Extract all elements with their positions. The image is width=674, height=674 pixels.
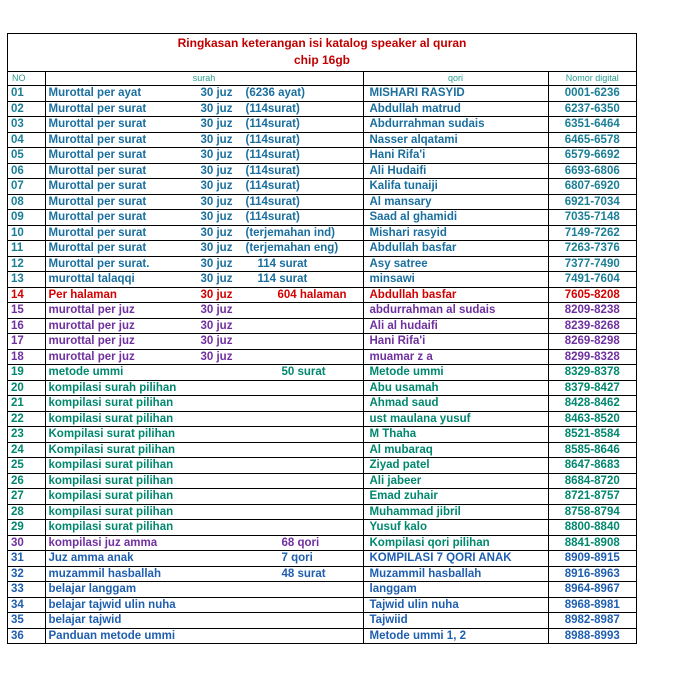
surah-cell: [45, 411, 363, 427]
surah-detail: (114surat): [245, 180, 300, 192]
row-number: 16: [8, 318, 45, 334]
table-row: [8, 349, 636, 365]
surah-cell: [45, 318, 363, 334]
surah-name: Murottal per surat: [48, 133, 147, 146]
nomor-digital: 8758-8794: [548, 504, 636, 520]
qori-name: langgam: [363, 582, 548, 598]
surah-detail: 68 qori: [281, 536, 320, 549]
nomor-digital: 6237-6350: [548, 101, 636, 117]
surah-detail: (114surat): [245, 102, 300, 115]
juz-count: 30 juz: [200, 319, 233, 332]
nomor-digital: 8916-8963: [548, 566, 636, 582]
table-row: [8, 86, 636, 102]
table-row: [8, 117, 636, 133]
qori-name: Metode ummi: [363, 365, 548, 381]
surah-cell: [45, 613, 363, 629]
catalog-title: [8, 34, 636, 71]
nomor-digital: 8841-8908: [548, 535, 636, 551]
surah-cell: [45, 86, 363, 102]
row-number: 01: [8, 86, 45, 102]
row-number: 12: [8, 256, 45, 272]
surah-name: belajar tajwid: [48, 614, 122, 626]
nomor-digital: 7491-7604: [548, 272, 636, 288]
surah-cell: [45, 287, 363, 303]
table-row: [8, 132, 636, 148]
table-row: [8, 411, 636, 427]
surah-name: Murottal per surat: [48, 118, 147, 130]
table-row: [8, 489, 636, 505]
qori-name: Emad zuhair: [363, 489, 548, 505]
surah-cell: [45, 504, 363, 520]
row-number: 17: [8, 334, 45, 350]
juz-count: 30 juz: [200, 304, 233, 316]
header-nomor: Nomor digital: [548, 72, 636, 86]
qori-name: Ali al hudaifi: [363, 318, 548, 334]
surah-cell: [45, 535, 363, 551]
title-line-2: chip 16gb: [293, 53, 350, 67]
table-row: [8, 272, 636, 288]
surah-name: belajar langgam: [48, 583, 137, 595]
nomor-digital: 8982-8987: [548, 613, 636, 629]
surah-cell: [45, 520, 363, 536]
table-row: [8, 551, 636, 567]
surah-name: Panduan metode ummi: [48, 629, 176, 642]
row-number: 19: [8, 365, 45, 381]
table-row: [8, 442, 636, 458]
nomor-digital: 8269-8298: [548, 334, 636, 350]
surah-detail: (114surat): [245, 118, 300, 130]
nomor-digital: 8585-8646: [548, 442, 636, 458]
juz-count: 30 juz: [200, 350, 233, 363]
nomor-digital: 8684-8720: [548, 473, 636, 489]
surah-name: metode ummi: [48, 366, 124, 378]
surah-name: murottal per juz: [48, 335, 135, 347]
surah-name: Murottal per surat: [48, 180, 147, 192]
surah-detail: (114surat): [245, 195, 300, 208]
table-row: [8, 256, 636, 272]
table-row: [8, 504, 636, 520]
qori-name: Kalifa tunaiji: [363, 179, 548, 195]
qori-name: minsawi: [363, 272, 548, 288]
row-number: 24: [8, 442, 45, 458]
qori-name: Ali Hudaifi: [363, 163, 548, 179]
surah-name: kompilasi surat pilihan: [48, 505, 174, 518]
juz-count: 30 juz: [200, 149, 233, 161]
qori-name: Mishari rasyid: [363, 225, 548, 241]
surah-name: murottal per juz: [48, 350, 135, 363]
surah-detail: (terjemahan ind): [245, 226, 335, 239]
surah-name: kompilasi surat pilihan: [48, 474, 174, 487]
surah-name: kompilasi juz amma: [48, 536, 158, 549]
table-row: [8, 101, 636, 117]
juz-count: 30 juz: [200, 335, 233, 347]
table-row: [8, 628, 636, 644]
nomor-digital: 8379-8427: [548, 380, 636, 396]
row-number: 21: [8, 396, 45, 412]
table-row: [8, 179, 636, 195]
surah-cell: [45, 597, 363, 613]
table-row: [8, 318, 636, 334]
juz-count: 30 juz: [200, 118, 233, 130]
row-number: 03: [8, 117, 45, 133]
surah-name: Murottal per surat: [48, 102, 147, 115]
nomor-digital: 0001-6236: [548, 86, 636, 102]
juz-count: 30 juz: [200, 133, 233, 146]
qori-name: Abdurrahman sudais: [363, 117, 548, 133]
nomor-digital: 8463-8520: [548, 411, 636, 427]
surah-cell: [45, 148, 363, 164]
nomor-digital: 8329-8378: [548, 365, 636, 381]
nomor-digital: 6579-6692: [548, 148, 636, 164]
row-number: 29: [8, 520, 45, 536]
header-no: NO: [8, 72, 45, 86]
nomor-digital: 8239-8268: [548, 318, 636, 334]
nomor-digital: 8968-8981: [548, 597, 636, 613]
nomor-digital: 8209-8238: [548, 303, 636, 319]
qori-name: muamar z a: [363, 349, 548, 365]
qori-name: Ali jabeer: [363, 473, 548, 489]
table-row: [8, 597, 636, 613]
row-number: 26: [8, 473, 45, 489]
surah-name: Murottal per surat.: [48, 257, 150, 270]
row-number: 23: [8, 427, 45, 443]
surah-cell: [45, 473, 363, 489]
row-number: 31: [8, 551, 45, 567]
surah-name: kompilasi surah pilihan: [48, 381, 177, 394]
nomor-digital: 7605-8208: [548, 287, 636, 303]
table-row: [8, 241, 636, 257]
surah-name: Murottal per surat: [48, 149, 147, 161]
qori-name: M Thaha: [363, 427, 548, 443]
surah-detail: 604 halaman: [277, 288, 347, 301]
surah-name: Per halaman: [48, 288, 117, 301]
table-row: [8, 520, 636, 536]
row-number: 05: [8, 148, 45, 164]
nomor-digital: 6351-6464: [548, 117, 636, 133]
qori-name: Metode ummi 1, 2: [363, 628, 548, 644]
juz-count: 30 juz: [200, 226, 233, 239]
surah-detail: (114surat): [245, 133, 300, 146]
row-number: 07: [8, 179, 45, 195]
qori-name: Al mansary: [363, 194, 548, 210]
row-number: 09: [8, 210, 45, 226]
header-surah: surah: [45, 72, 363, 86]
row-number: 13: [8, 272, 45, 288]
table-row: [8, 427, 636, 443]
catalog-sheet: [7, 33, 637, 644]
qori-name: Abdullah matrud: [363, 101, 548, 117]
surah-detail: 114 surat: [257, 273, 308, 285]
qori-name: MISHARI RASYID: [363, 86, 548, 102]
surah-cell: [45, 179, 363, 195]
surah-name: murottal per juz: [48, 304, 135, 316]
surah-name: kompilasi surat pilihan: [48, 412, 174, 425]
surah-name: Murottal per surat: [48, 195, 147, 208]
surah-cell: [45, 566, 363, 582]
surah-cell: [45, 334, 363, 350]
row-number: 36: [8, 628, 45, 644]
nomor-digital: 7377-7490: [548, 256, 636, 272]
table-row: [8, 380, 636, 396]
nomor-digital: 8988-8993: [548, 628, 636, 644]
nomor-digital: 8428-8462: [548, 396, 636, 412]
surah-name: kompilasi surat pilihan: [48, 459, 174, 471]
juz-count: 30 juz: [200, 242, 233, 254]
surah-cell: [45, 442, 363, 458]
table-row: [8, 535, 636, 551]
surah-name: kompilasi surat pilihan: [48, 397, 174, 409]
surah-name: Murottal per ayat: [48, 87, 142, 99]
row-number: 30: [8, 535, 45, 551]
qori-name: Tajwiid: [363, 613, 548, 629]
qori-name: Yusuf kalo: [363, 520, 548, 536]
qori-name: Nasser alqatami: [363, 132, 548, 148]
surah-name: Juz amma anak: [48, 552, 134, 564]
header-row: [8, 72, 636, 86]
surah-name: murottal talaqqi: [48, 273, 135, 285]
table-row: [8, 194, 636, 210]
row-number: 27: [8, 489, 45, 505]
surah-cell: [45, 489, 363, 505]
row-number: 20: [8, 380, 45, 396]
nomor-digital: 7149-7262: [548, 225, 636, 241]
row-number: 04: [8, 132, 45, 148]
surah-cell: [45, 194, 363, 210]
juz-count: 30 juz: [200, 180, 233, 192]
qori-name: Tajwid ulin nuha: [363, 597, 548, 613]
surah-detail: (6236 ayat): [245, 87, 305, 99]
surah-cell: [45, 303, 363, 319]
title-line-1: Ringkasan keterangan isi katalog speaker al quran: [177, 36, 467, 50]
surah-detail: (114surat): [245, 211, 300, 223]
juz-count: 30 juz: [200, 87, 233, 99]
qori-name: abdurrahman al sudais: [363, 303, 548, 319]
row-number: 15: [8, 303, 45, 319]
qori-name: Ahmad saud: [363, 396, 548, 412]
surah-name: Murottal per surat: [48, 211, 147, 223]
row-number: 08: [8, 194, 45, 210]
row-number: 28: [8, 504, 45, 520]
surah-cell: [45, 427, 363, 443]
nomor-digital: 8521-8584: [548, 427, 636, 443]
row-number: 11: [8, 241, 45, 257]
surah-detail: 48 surat: [281, 567, 326, 580]
surah-cell: [45, 551, 363, 567]
table-row: [8, 225, 636, 241]
juz-count: 30 juz: [200, 273, 233, 285]
table-body: [8, 86, 636, 644]
surah-name: belajar tajwid ulin nuha: [48, 598, 176, 611]
surah-name: muzammil hasballah: [48, 567, 161, 580]
surah-cell: [45, 380, 363, 396]
nomor-digital: 7263-7376: [548, 241, 636, 257]
surah-cell: [45, 396, 363, 412]
nomor-digital: 8721-8757: [548, 489, 636, 505]
surah-name: kompilasi surat pilihan: [48, 521, 174, 533]
nomor-digital: 8964-8967: [548, 582, 636, 598]
nomor-digital: 6465-6578: [548, 132, 636, 148]
surah-name: Murottal per surat: [48, 226, 147, 239]
table-row: [8, 303, 636, 319]
table-row: [8, 582, 636, 598]
row-number: 25: [8, 458, 45, 474]
surah-cell: [45, 132, 363, 148]
row-number: 18: [8, 349, 45, 365]
table-row: [8, 334, 636, 350]
surah-cell: [45, 349, 363, 365]
table-row: [8, 163, 636, 179]
table-row: [8, 473, 636, 489]
row-number: 33: [8, 582, 45, 598]
row-number: 22: [8, 411, 45, 427]
qori-name: Muzammil hasballah: [363, 566, 548, 582]
qori-name: Ziyad patel: [363, 458, 548, 474]
qori-name: Hani Rifa'i: [363, 334, 548, 350]
surah-cell: [45, 628, 363, 644]
surah-detail: 7 qori: [281, 552, 313, 564]
nomor-digital: 6807-6920: [548, 179, 636, 195]
table-row: [8, 148, 636, 164]
surah-cell: [45, 163, 363, 179]
nomor-digital: 8647-8683: [548, 458, 636, 474]
surah-cell: [45, 117, 363, 133]
qori-name: Saad al ghamidi: [363, 210, 548, 226]
nomor-digital: 8909-8915: [548, 551, 636, 567]
surah-cell: [45, 582, 363, 598]
qori-name: Abu usamah: [363, 380, 548, 396]
header-qori: qori: [363, 72, 548, 86]
nomor-digital: 6921-7034: [548, 194, 636, 210]
surah-name: Kompilasi surat pilihan: [48, 428, 176, 440]
juz-count: 30 juz: [200, 211, 233, 223]
nomor-digital: 8299-8328: [548, 349, 636, 365]
table-row: [8, 458, 636, 474]
surah-detail: (terjemahan eng): [245, 242, 339, 254]
row-number: 32: [8, 566, 45, 582]
row-number: 34: [8, 597, 45, 613]
table-row: [8, 365, 636, 381]
row-number: 02: [8, 101, 45, 117]
surah-cell: [45, 101, 363, 117]
table-row: [8, 210, 636, 226]
table-row: [8, 566, 636, 582]
surah-detail: (114surat): [245, 149, 300, 161]
surah-cell: [45, 256, 363, 272]
qori-name: KOMPILASI 7 QORI ANAK: [363, 551, 548, 567]
nomor-digital: 6693-6806: [548, 163, 636, 179]
surah-cell: [45, 272, 363, 288]
surah-detail: 114 surat: [257, 257, 308, 270]
surah-name: murottal per juz: [48, 319, 135, 332]
surah-name: Kompilasi surat pilihan: [48, 443, 176, 456]
catalog-table: [8, 71, 636, 644]
surah-cell: [45, 365, 363, 381]
row-number: 35: [8, 613, 45, 629]
juz-count: 30 juz: [200, 195, 233, 208]
table-row: [8, 396, 636, 412]
table-row: [8, 287, 636, 303]
juz-count: 30 juz: [200, 102, 233, 115]
qori-name: Kompilasi qori pilihan: [363, 535, 548, 551]
juz-count: 30 juz: [200, 288, 233, 301]
surah-cell: [45, 225, 363, 241]
qori-name: Abdullah basfar: [363, 287, 548, 303]
surah-detail: (114surat): [245, 164, 300, 177]
surah-name: Murottal per surat: [48, 242, 147, 254]
surah-detail: 50 surat: [281, 366, 326, 378]
qori-name: Abdullah basfar: [363, 241, 548, 257]
row-number: 14: [8, 287, 45, 303]
surah-cell: [45, 210, 363, 226]
nomor-digital: 8800-8840: [548, 520, 636, 536]
qori-name: ust maulana yusuf: [363, 411, 548, 427]
table-row: [8, 613, 636, 629]
juz-count: 30 juz: [200, 257, 233, 270]
qori-name: Al mubaraq: [363, 442, 548, 458]
nomor-digital: 7035-7148: [548, 210, 636, 226]
row-number: 06: [8, 163, 45, 179]
surah-name: kompilasi surat pilihan: [48, 490, 174, 502]
surah-name: Murottal per surat: [48, 164, 147, 177]
surah-cell: [45, 458, 363, 474]
surah-cell: [45, 241, 363, 257]
qori-name: Muhammad jibril: [363, 504, 548, 520]
juz-count: 30 juz: [200, 164, 233, 177]
row-number: 10: [8, 225, 45, 241]
qori-name: Asy satree: [363, 256, 548, 272]
qori-name: Hani Rifa'i: [363, 148, 548, 164]
